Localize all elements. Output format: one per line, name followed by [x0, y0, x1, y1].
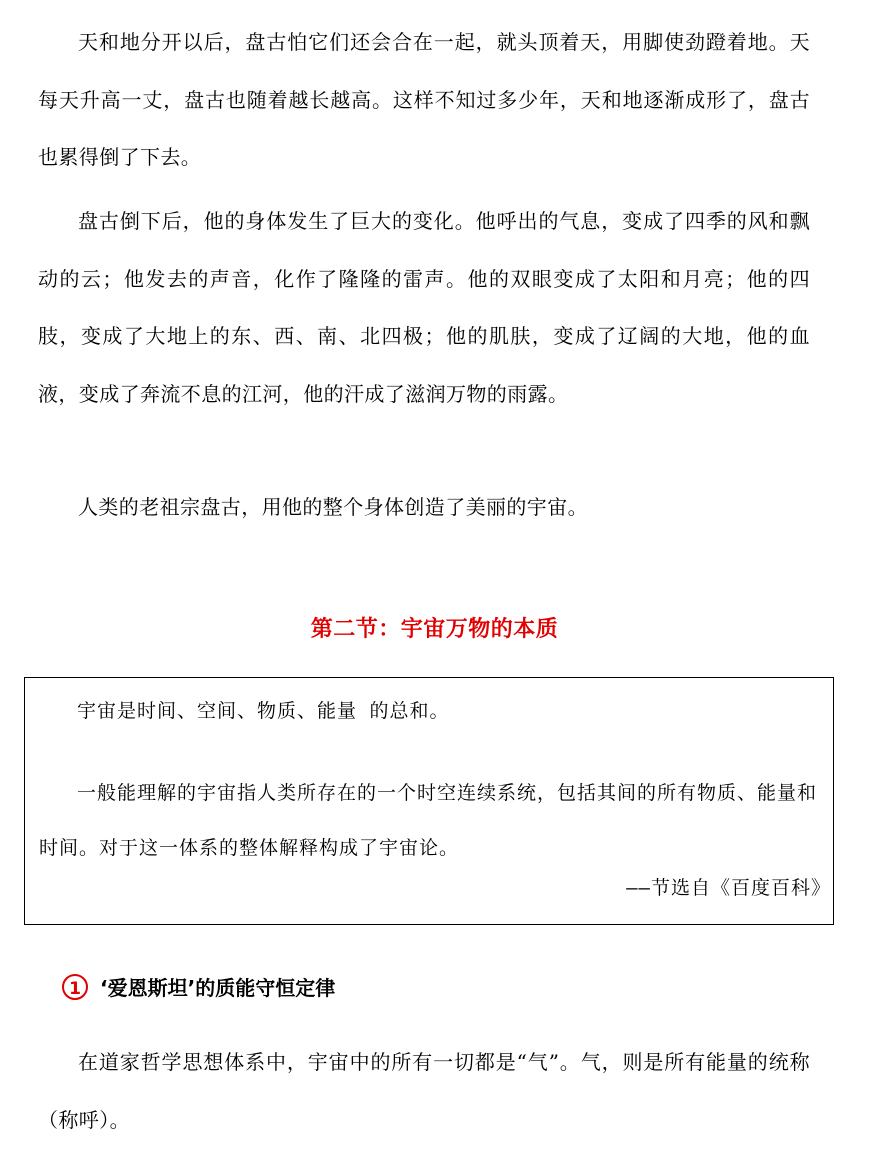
quote-explanation: 一般能理解的宇宙指人类所存在的一个时空连续系统，包括其间的所有物质、能量和时间。对于这一体系的整体解释构成了宇宙论。 [39, 782, 818, 859]
quote-definition: 宇宙是时间、空间、物质、能量 的总和。 [77, 700, 450, 722]
paragraph-pangu-separation: 天和地分开以后，盘古怕它们还会合在一起，就头顶着天，用脚使劲蹬着地。天每天升高一丈，盘古也随着越长越高。这样不知过多少年，天和地逐渐成形了，盘古也累得倒了下去。 [38, 30, 810, 169]
paragraph-pangu-transformation: 盘古倒下后，他的身体发生了巨大的变化。他呼出的气息，变成了四季的风和飘动的云；他发去的声音，化作了隆隆的雷声。他的双眼变成了太阳和月亮；他的四肢，变成了大地上的东、西、南、北四极；他的肌肤，变成了辽阔的大地，他的血液，变成了奔流不息的江河，他的汗成了滋润万物的雨露。 [38, 209, 810, 406]
subheading-mass-energy [62, 972, 335, 1001]
subheading-text: ‘爱恩斯坦’的质能守恒定律 [100, 976, 336, 1000]
circled-number-one-icon: 1 [62, 974, 88, 1000]
paragraph-daoist-qi: 在道家哲学思想体系中，宇宙中的所有一切都是“气”。气，则是所有能量的统称（称呼）。 [38, 1050, 810, 1132]
quote-source: ——节选自《百度百科》 [626, 877, 831, 899]
paragraph-pangu-creation: 人类的老祖宗盘古，用他的整个身体创造了美丽的宇宙。 [78, 495, 588, 519]
quote-box [24, 677, 834, 925]
section-title: 第二节：宇宙万物的本质 [310, 617, 559, 642]
